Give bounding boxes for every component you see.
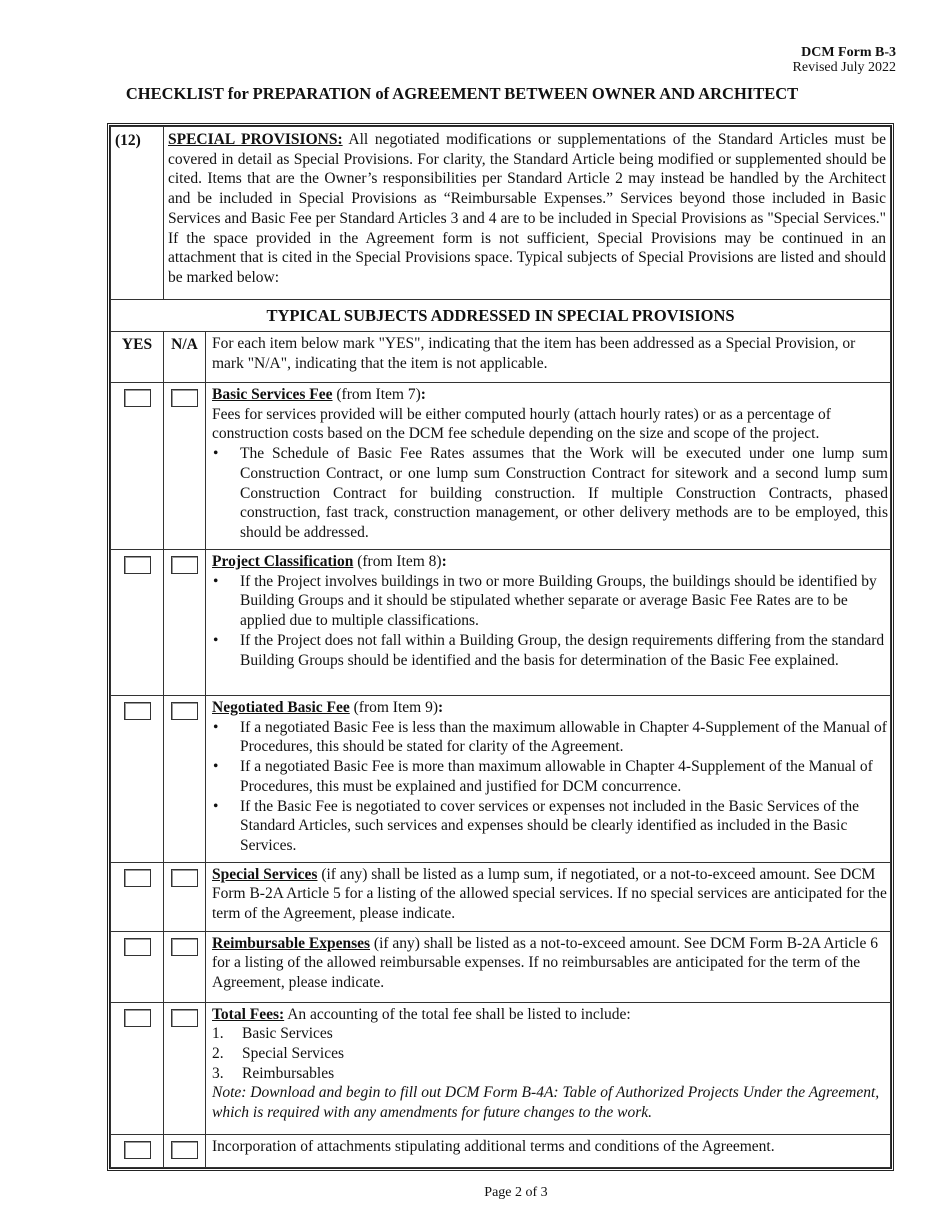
- negotiated-fee-ref: (from Item 9): [349, 699, 438, 716]
- checklist-row-reimbursable: [111, 931, 891, 1002]
- yes-checkbox-basic-fee[interactable]: [124, 389, 151, 407]
- checklist-row-total-fees: [111, 1002, 891, 1134]
- classification-ref: (from Item 8): [353, 553, 442, 570]
- basic-fee-text: Fees for services provided will be either computed hourly (attach hourly rates) or as a percentage of construction costs based on the DCM fee schedule depending on the size and scope of the project.: [212, 405, 831, 443]
- basic-fee-colon: :: [420, 386, 426, 403]
- yes-checkbox-special-services[interactable]: [124, 869, 151, 887]
- total-fees-text: An accounting of the total fee shall be listed to include:: [284, 1005, 631, 1023]
- special-services-content: [206, 862, 891, 931]
- subjects-heading: TYPICAL SUBJECTS ADDRESSED IN SPECIAL PROVISIONS: [111, 300, 891, 332]
- negotiated-fee-content: [206, 696, 891, 863]
- special-services-text: (if any) shall be listed as a lump sum, if negotiated, or a not-to-exceed amount. See DCM Form B-2A Article 5 for a listing of the allowed special services. If no special services are anticipated for the term of the Agreement, please indicate.: [212, 865, 887, 923]
- column-header-row: [111, 332, 891, 383]
- na-checkbox-attachments[interactable]: [171, 1141, 198, 1159]
- reimbursable-text: (if any) shall be listed as a not-to-exceed amount. See DCM Form B-2A Article 6 for a listing of the allowed reimbursable expenses. If no reimbursables are anticipated for the term of the Agreement, please indicate.: [212, 934, 878, 992]
- yes-checkbox-reimbursable[interactable]: [124, 938, 151, 956]
- basic-fee-bullets: [212, 444, 888, 543]
- classification-colon: :: [441, 553, 447, 570]
- total-fees-content: [206, 1002, 891, 1134]
- yes-column-header: YES: [111, 332, 164, 383]
- negotiated-fee-title: Negotiated Basic Fee: [212, 699, 350, 716]
- yes-checkbox-attachments[interactable]: [124, 1141, 151, 1159]
- classification-title: Project Classification: [212, 553, 354, 570]
- checklist-table: [110, 126, 891, 1168]
- list-item: • If a negotiated Basic Fee is more than maximum allowable in Chapter 4-Supplement of the Manual of Procedures, this must be explained and justified for DCM concurrence.: [240, 757, 888, 796]
- document-title: CHECKLIST for PREPARATION of AGREEMENT BETWEEN OWNER AND ARCHITECT: [125, 84, 799, 103]
- total-fees-note: Note: Download and begin to fill out DCM Form B-4A: Table of Authorized Projects Under the Agreement, which is required with any amendments for future changes to the work.: [212, 1084, 880, 1122]
- list-item: • If the Project involves buildings in two or more Building Groups, the buildings should be identified by Building Groups and it should be stipulated whether separate or average Basic Fee Rates are to be applied due to multiple classifications.: [240, 572, 888, 631]
- list-label: Reimbursables: [242, 1064, 335, 1082]
- list-number: 1.: [212, 1025, 224, 1043]
- yes-checkbox-total-fees[interactable]: [124, 1009, 151, 1027]
- checklist-row-attachments: [111, 1134, 891, 1167]
- basic-fee-content: [206, 383, 891, 550]
- list-item: • If the Basic Fee is negotiated to cover services or expenses not included in the Basic Services of the Standard Articles, such services and expenses should be clearly identified as included in the Basic Services.: [240, 797, 888, 856]
- basic-fee-ref: (from Item 7): [332, 386, 421, 403]
- list-label: Basic Services: [242, 1025, 333, 1043]
- special-provisions-heading: SPECIAL PROVISIONS:: [168, 131, 343, 148]
- list-item: • If the Project does not fall within a Building Group, the design requirements differing from the standard Building Groups should be identified and the basis for determination of the Basic Fee explained.: [240, 631, 888, 670]
- list-label: Special Services: [242, 1045, 345, 1063]
- na-checkbox-total-fees[interactable]: [171, 1009, 198, 1027]
- list-item: [212, 1044, 888, 1064]
- list-item: [212, 1024, 888, 1044]
- checklist-row-special-services: [111, 862, 891, 931]
- negotiated-fee-bullets: [212, 718, 888, 856]
- na-checkbox-special-services[interactable]: [171, 869, 198, 887]
- negotiated-fee-colon: :: [437, 699, 444, 716]
- form-number: DCM Form B-3: [801, 45, 896, 60]
- list-item: • If a negotiated Basic Fee is less than the maximum allowable in Chapter 4-Supplement of the Manual of Procedures, this should be stated for clarity of the Agreement.: [240, 718, 888, 757]
- list-item: [212, 1064, 888, 1084]
- instruction-text: For each item below mark "YES", indicating that the item has been addressed as a Special Provision, or mark "N/A", indicating that the item is not applicable.: [206, 332, 891, 383]
- total-fees-list: [212, 1024, 888, 1083]
- na-checkbox-classification[interactable]: [171, 556, 198, 574]
- reimbursable-title: Reimbursable Expenses: [212, 934, 371, 952]
- yes-checkbox-classification[interactable]: [124, 556, 151, 574]
- special-provisions-text: [164, 127, 891, 300]
- attachments-text: Incorporation of attachments stipulating additional terms and conditions of the Agreement.: [206, 1134, 891, 1167]
- checklist-frame: [107, 123, 894, 1171]
- list-item: • The Schedule of Basic Fee Rates assumes that the Work will be executed under one lump sum Construction Contract, or one lump sum Construction Contract for sitework and a second lump sum Construction Contract for building construction. If multiple Construction Contracts, phased construction, fast track, construction management, or other delivery methods are to be employed, this should be addressed.: [240, 444, 888, 543]
- reimbursable-content: [206, 931, 891, 1002]
- basic-fee-title: Basic Services Fee: [212, 386, 333, 403]
- subjects-heading-row: [111, 300, 891, 332]
- classification-bullets: [212, 572, 888, 671]
- na-checkbox-basic-fee[interactable]: [171, 389, 198, 407]
- checklist-row-classification: [111, 550, 891, 696]
- classification-content: [206, 550, 891, 696]
- special-provisions-row: [111, 127, 891, 300]
- na-checkbox-reimbursable[interactable]: [171, 938, 198, 956]
- page-number: Page 2 of 3: [484, 1185, 548, 1200]
- list-number: 2.: [212, 1045, 224, 1063]
- total-fees-title: Total Fees:: [212, 1005, 285, 1023]
- item-number: (12): [111, 127, 164, 300]
- checklist-row-negotiated-fee: [111, 696, 891, 863]
- yes-checkbox-negotiated-fee[interactable]: [124, 702, 151, 720]
- special-services-title: Special Services: [212, 865, 318, 883]
- na-column-header: N/A: [164, 332, 206, 383]
- special-provisions-body: All negotiated modifications or supplementations of the Standard Articles must be covered in detail as Special Provisions. For clarity, the Standard Article being modified or supplemented should be cited. Items that are the Owner’s responsibilities per Standard Article 2 may instead be handled by the Architect and be included in Special Provisions as “Reimbursable Expenses.” Services beyond those included in Basic Services and Basic Fee per Standard Articles 3 and 4 are to be included in Special Provisions as "Special Services." If the space provided in the Agreement form is not sufficient, Special Provisions may be continued in an attachment that is cited in the Special Provisions space. Typical subjects of Special Provisions are listed and should be marked below:: [168, 131, 886, 286]
- list-number: 3.: [212, 1064, 224, 1082]
- revision-date: Revised July 2022: [792, 60, 896, 75]
- form-identifier: [793, 45, 896, 75]
- checklist-row-basic-fee: [111, 383, 891, 550]
- na-checkbox-negotiated-fee[interactable]: [171, 702, 198, 720]
